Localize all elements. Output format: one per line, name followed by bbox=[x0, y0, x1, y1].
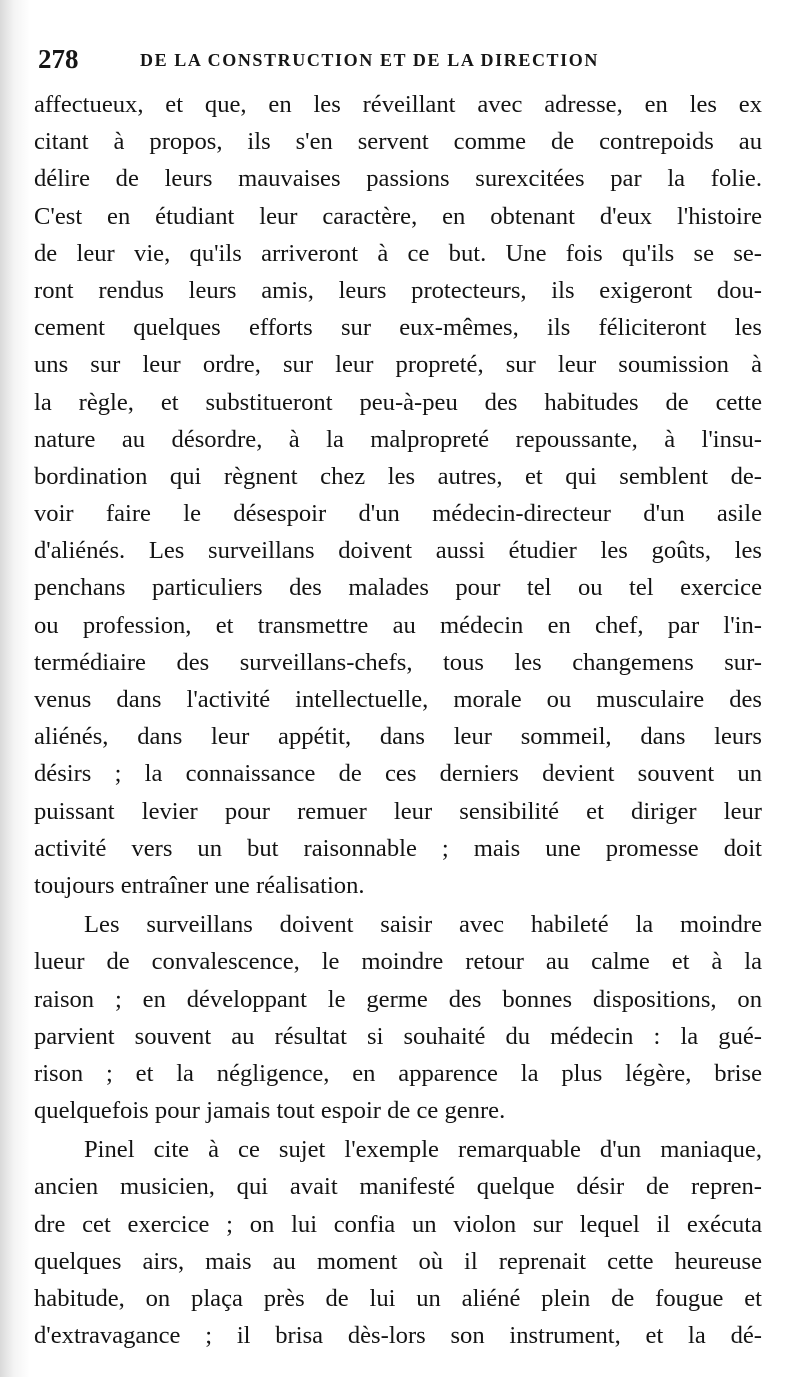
text-line: penchans particuliers des malades pour tel ou tel exercice bbox=[34, 574, 762, 602]
text-line: désirs ; la connaissance de ces derniers devient souvent un bbox=[34, 760, 762, 788]
text-line: bordination qui règnent chez les autres, et qui semblent de- bbox=[34, 462, 762, 490]
text-line: cement quelques efforts sur eux-mêmes, ils féliciteront les bbox=[34, 314, 762, 342]
text-line: citant à propos, ils s'en servent comme de contrepoids au bbox=[34, 128, 762, 156]
text-line: quelques airs, mais au moment où il reprenait cette heureuse bbox=[34, 1247, 762, 1275]
body-text bbox=[34, 86, 762, 1354]
text-line: toujours entraîner une réalisation. bbox=[34, 871, 365, 899]
text-line: rison ; et la négligence, en apparence la plus légère, brise bbox=[34, 1059, 762, 1087]
text-line: aliénés, dans leur appétit, dans leur sommeil, dans leurs bbox=[34, 723, 762, 751]
text-line: Pinel cite à ce sujet l'exemple remarquable d'un maniaque, bbox=[84, 1136, 762, 1164]
text-line: la règle, et substitueront peu-à-peu des habitudes de cette bbox=[34, 388, 762, 416]
text-line: C'est en étudiant leur caractère, en obtenant d'eux l'histoire bbox=[34, 202, 762, 230]
page-number: 278 bbox=[38, 44, 79, 74]
text-line: lueur de convalescence, le moindre retour au calme et à la bbox=[34, 948, 762, 976]
text-line: Les surveillans doivent saisir avec habileté la moindre bbox=[84, 911, 762, 939]
text-line: d'aliénés. Les surveillans doivent aussi étudier les goûts, les bbox=[34, 537, 762, 565]
text-line: dre cet exercice ; on lui confia un violon sur lequel il exécuta bbox=[34, 1210, 762, 1238]
text-line: délire de leurs mauvaises passions surexcitées par la folie. bbox=[34, 165, 762, 193]
text-line: ront rendus leurs amis, leurs protecteurs, ils exigeront dou- bbox=[34, 276, 762, 304]
text-line: termédiaire des surveillans-chefs, tous les changemens sur- bbox=[34, 648, 762, 676]
paragraph-2 bbox=[34, 906, 762, 1129]
running-title: DE LA CONSTRUCTION ET DE LA DIRECTION bbox=[140, 50, 599, 70]
text-line: ou profession, et transmettre au médecin en chef, par l'in- bbox=[34, 611, 762, 639]
running-header bbox=[38, 44, 768, 78]
text-line: raison ; en développant le germe des bonnes dispositions, on bbox=[34, 985, 762, 1013]
text-line: habitude, on plaça près de lui un aliéné plein de fougue et bbox=[34, 1285, 762, 1312]
paragraph-3 bbox=[34, 1131, 762, 1354]
text-line: uns sur leur ordre, sur leur propreté, sur leur soumission à bbox=[34, 351, 762, 379]
text-line: d'extravagance ; il brisa dès-lors son instrument, et la dé- bbox=[34, 1322, 762, 1350]
text-line: venus dans l'activité intellectuelle, morale ou musculaire des bbox=[34, 686, 762, 713]
paragraph-1 bbox=[34, 86, 762, 904]
text-line: voir faire le désespoir d'un médecin-directeur d'un asile bbox=[34, 500, 762, 528]
text-line: quelquefois pour jamais tout espoir de ce genre. bbox=[34, 1097, 506, 1125]
text-line: parvient souvent au résultat si souhaité du médecin : la gué- bbox=[34, 1022, 762, 1050]
text-line: affectueux, et que, en les réveillant avec adresse, en les ex bbox=[34, 91, 762, 118]
text-line: activité vers un but raisonnable ; mais une promesse doit bbox=[34, 834, 762, 862]
text-line: puissant levier pour remuer leur sensibilité et diriger leur bbox=[34, 797, 762, 825]
text-line: de leur vie, qu'ils arriveront à ce but. Une fois qu'ils se se- bbox=[34, 239, 762, 267]
text-line: ancien musicien, qui avait manifesté quelque désir de repren- bbox=[34, 1173, 762, 1201]
text-line: nature au désordre, à la malpropreté repoussante, à l'insu- bbox=[34, 425, 762, 453]
